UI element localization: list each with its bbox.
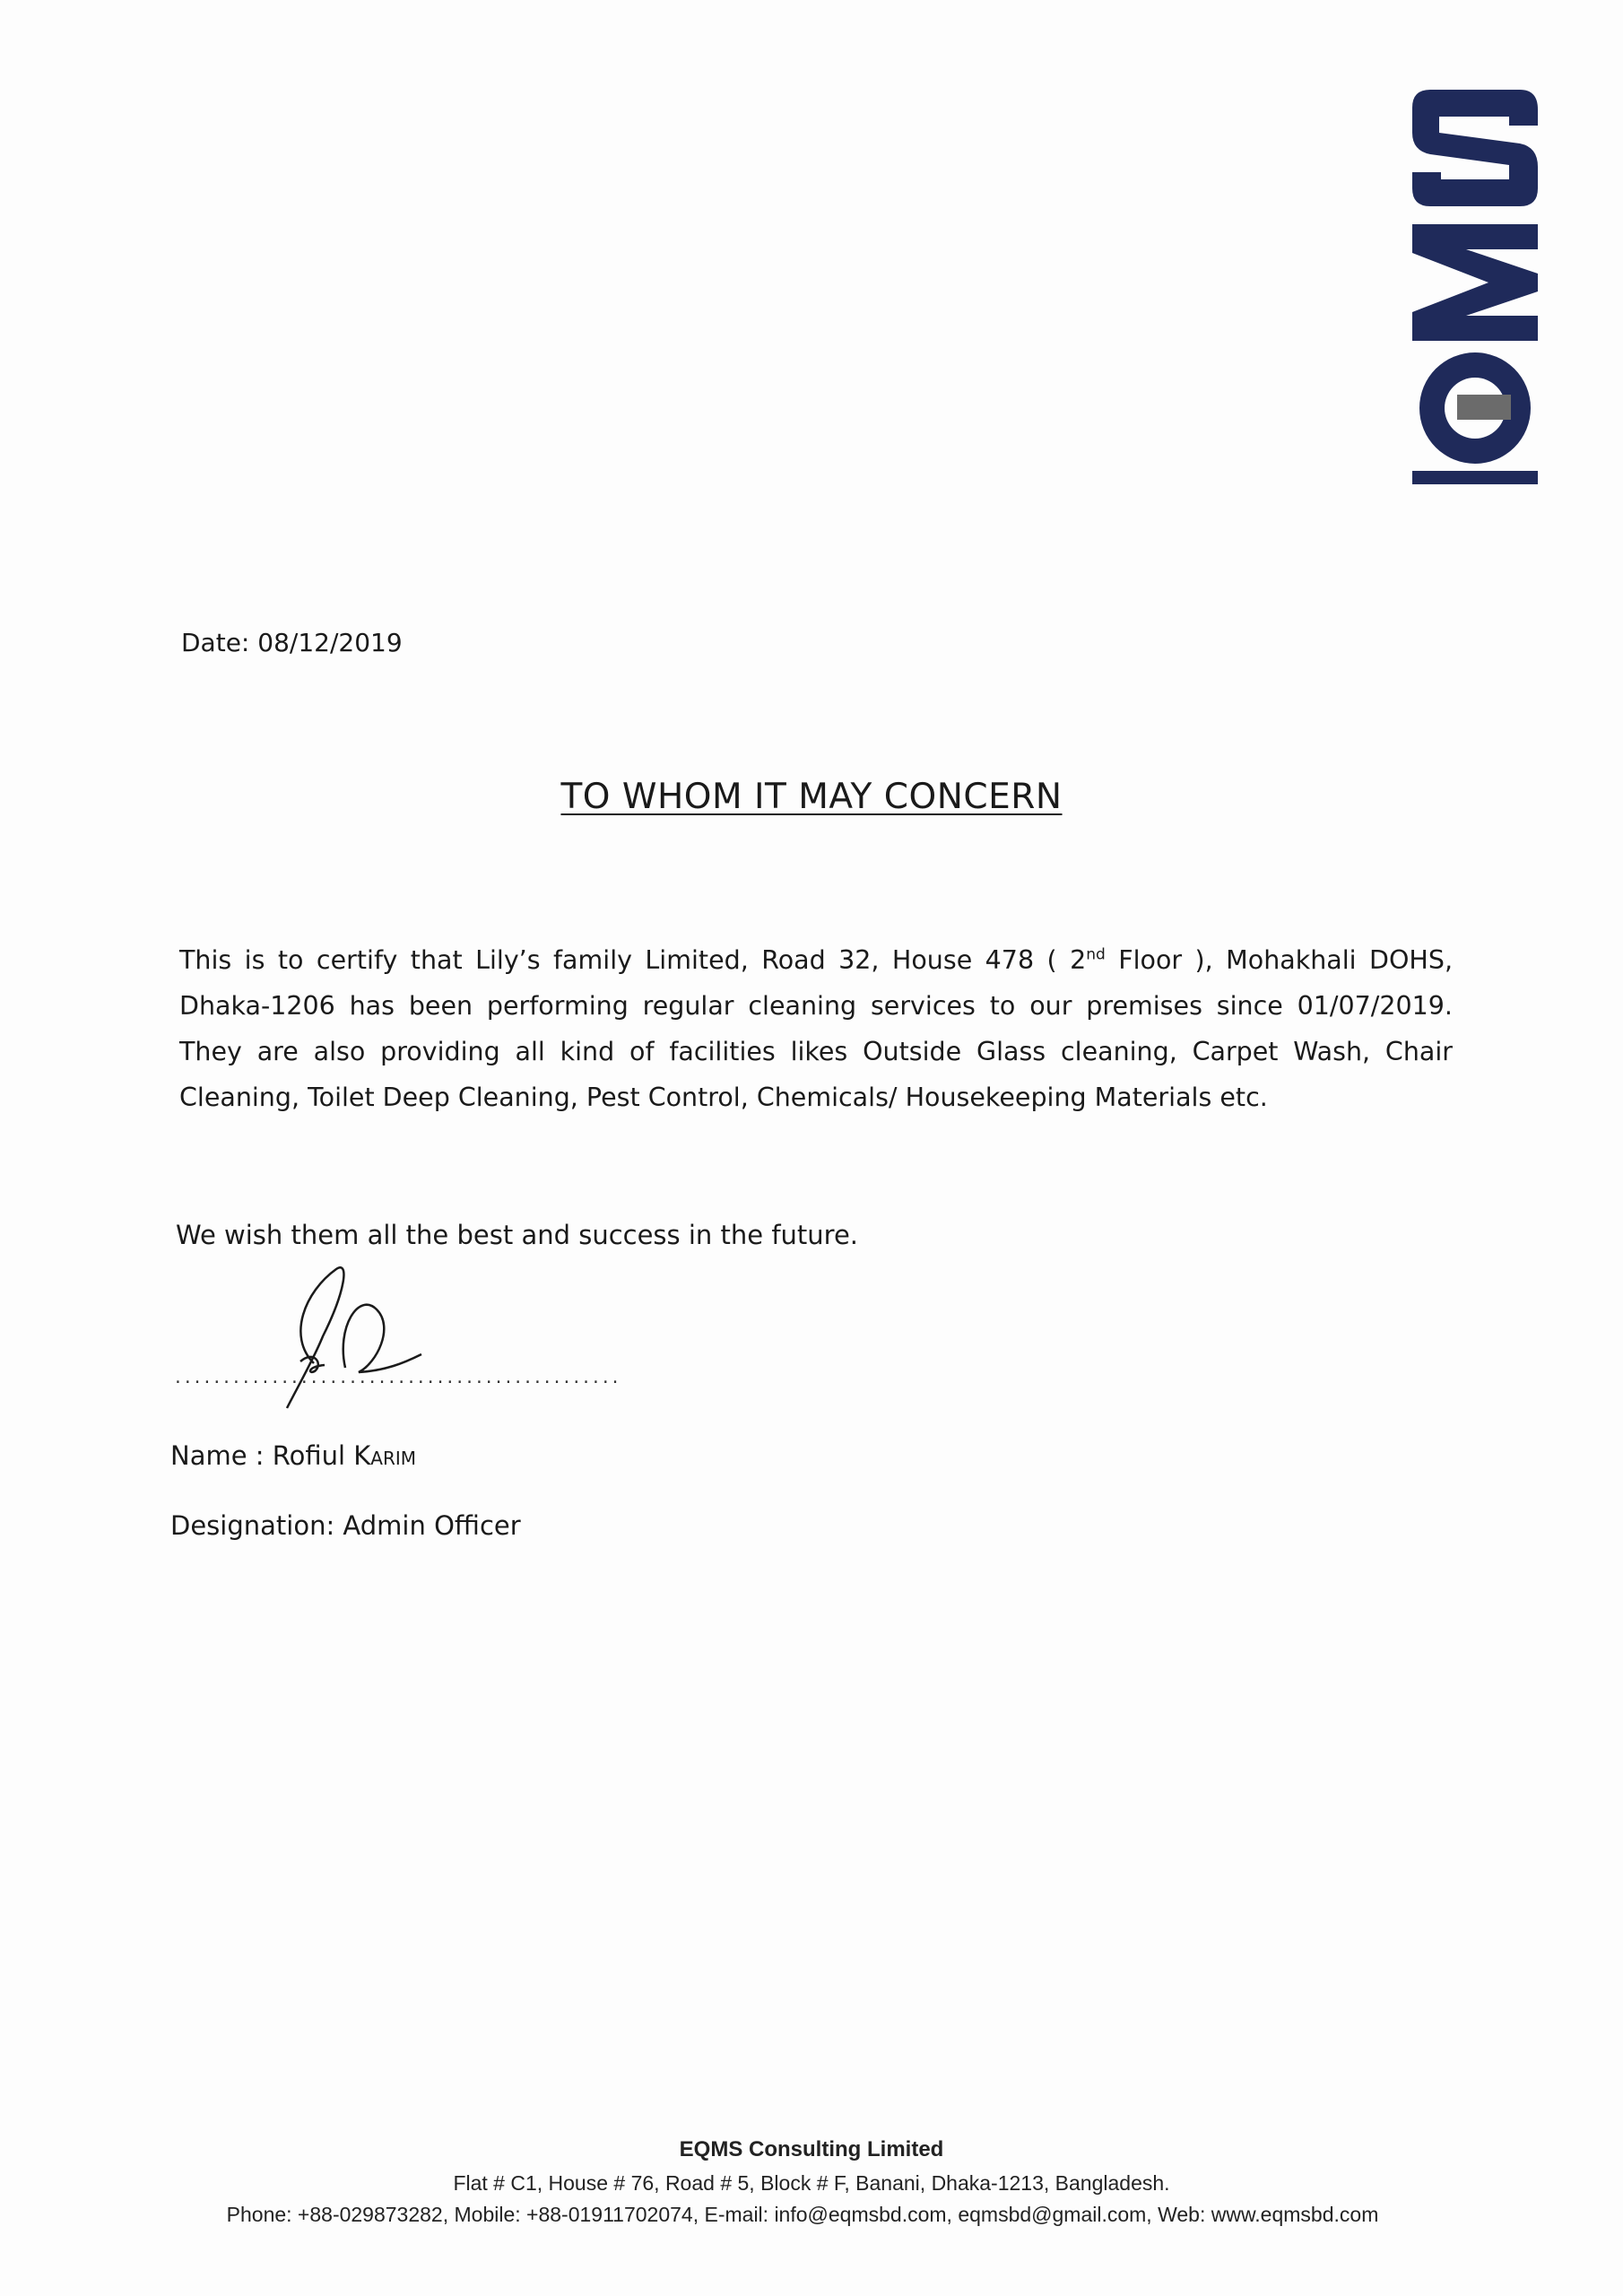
handwritten-signature bbox=[260, 1256, 439, 1417]
eqms-logo bbox=[1403, 90, 1547, 484]
footer-contact: Phone: +88-029873282, Mobile: +88-01911702074, E-mail: info@eqmsbd.com, eqmsbd@gmail.com, Web: www.eqmsbd.com bbox=[226, 2203, 1379, 2226]
date-line: Date: 08/12/2019 bbox=[181, 628, 403, 657]
footer-address: Flat # C1, House # 76, Road # 5, Block # F, Banani, Dhaka-1213, Bangladesh. bbox=[453, 2171, 1170, 2195]
certification-paragraph bbox=[179, 937, 1453, 1120]
signatory-name bbox=[170, 1440, 416, 1471]
ordinal-suffix: nd bbox=[1086, 945, 1106, 964]
footer-company-name: EQMS Consulting Limited bbox=[679, 2137, 944, 2161]
name-surname: Karim bbox=[353, 1440, 417, 1471]
name-label: Name : Rofiul bbox=[170, 1440, 354, 1471]
heading-text: TO WHOM IT MAY CONCERN bbox=[560, 777, 1063, 817]
signatory-designation: Designation: Admin Officer bbox=[170, 1510, 521, 1541]
paragraph-text-2: Floor ), Mohakhali DOHS, Dhaka-1206 has been performing regular cleaning services to our premises since 01/07/2019. They are also providing all kind of facilities likes Outside Glass cleaning, Carpet Wash, Chair Cleaning, Toilet Deep Cleaning, Pest Control, Chemicals/ Housekeeping Materials etc. bbox=[179, 945, 1453, 1112]
letter-heading bbox=[0, 777, 1623, 817]
signature-dotted-line: .............................................. bbox=[173, 1369, 621, 1387]
paragraph-text-1: This is to certify that Lily’s family Limited, Road 32, House 478 ( 2 bbox=[179, 945, 1087, 975]
closing-wish: We wish them all the best and success in the future. bbox=[176, 1220, 859, 1250]
